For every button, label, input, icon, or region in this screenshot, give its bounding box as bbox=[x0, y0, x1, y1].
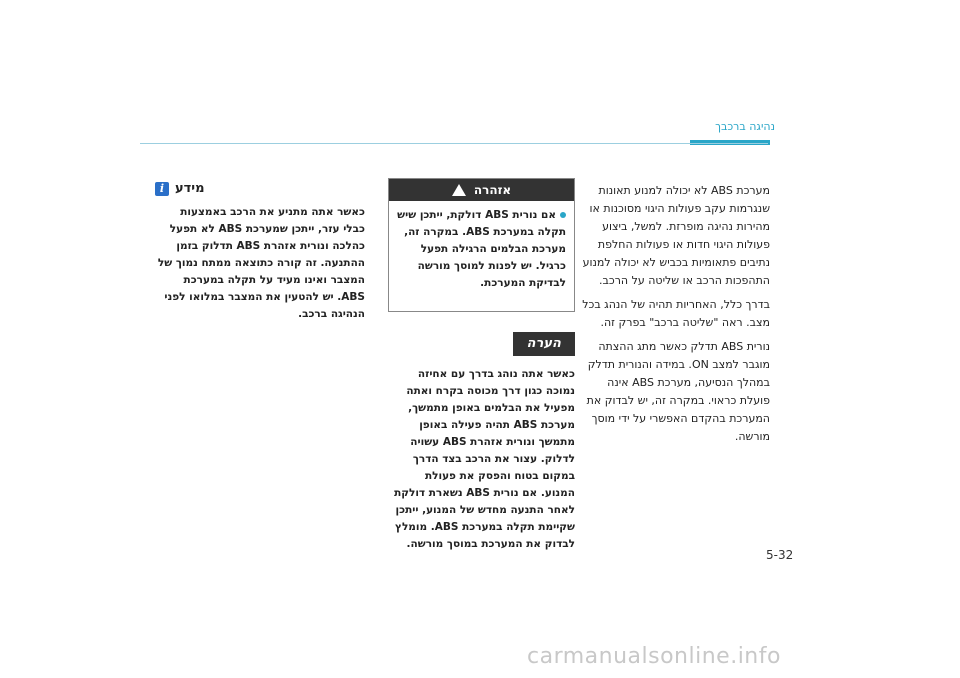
info-header bbox=[155, 180, 365, 198]
warning-title: אזהרה bbox=[473, 183, 512, 197]
info-icon: i bbox=[155, 182, 169, 196]
caution-text: כאשר אתה נוהג בדרך עם אחיזה נמוכה כגון דרך מכוסה בקרח ואתה מפעיל את הבלמים באופן מתמשך, מערכת ABS תהיה פעילה באופן מתמשך ונורית אזהרת ABS עשויה לדלוק. עצור את הרכב בצד הדרך במקום בטוח והפסק את פעולת המנוע. אם נורית ABS נשארת דולקת לאחר התנעה מחדש של המנוע, ייתכן שקיימת תקלה במערכת ABS. מומלץ לבדוק את המערכת במוסך מורשה. bbox=[394, 368, 575, 550]
info-title: מידע bbox=[175, 181, 205, 196]
paragraph: נורית ABS תדלק כאשר מתג ההצתה מוגבר למצב ON. במידה והנורית תדלק במהלך הנסיעה, מערכת ABS אינה פועלת כראוי. במקרה זה, יש לבדוק את המערכת בהקדם האפשרי על ידי מוסך מורשה. bbox=[586, 340, 770, 443]
warning-box bbox=[388, 178, 575, 312]
paragraph: מערכת ABS לא יכולה למנוע תאונות שנגרמות עקב פעולות היגוי מסוכנות או מהירות נהיגה מופרזת. למשל, ביצוע פעולות היגוי חדות או פעולות החלפת נתיבים פתאומיות בכביש לא יכולה למנוע התהפכות הרכב או שליטה על הרכב. bbox=[582, 184, 770, 287]
column-left bbox=[155, 180, 365, 323]
warning-triangle-icon bbox=[452, 184, 466, 196]
caution-label: הערה bbox=[513, 332, 575, 356]
watermark: carmanualsonline.info bbox=[527, 644, 781, 669]
warning-body bbox=[389, 201, 574, 298]
column-right bbox=[575, 182, 770, 452]
page-number: 5-32 bbox=[766, 548, 794, 562]
warning-text: אם נורית ABS דולקת, ייתכן שיש תקלה במערכת ABS. במקרה זה, מערכת הבלמים הרגילה תפעל כרגיל. יש לפנות למוסך מורשה לבדיקת המערכת. bbox=[397, 209, 566, 289]
paragraph: בדרך כלל, האחריות תהיה של הנהג בכל מצב. ראה "שליטה ברכב" בפרק זה. bbox=[582, 298, 770, 329]
info-text: כאשר אתה מתניע את הרכב באמצעות כבלי עזר, ייתכן שמערכת ABS לא תפעל כהלכה ונורית אזהרת ABS תדלוק בזמן ההתנעה. זה קורה כתוצאה ממתח נמוך של המצבר ואינו מעיד על תקלה במערכת ABS. יש להטעין את המצבר במלואו לפני הנהיגה ברכב. bbox=[157, 206, 365, 320]
warning-header bbox=[389, 179, 574, 201]
header-line bbox=[140, 143, 768, 144]
bullet-icon bbox=[560, 212, 566, 218]
column-middle bbox=[390, 178, 575, 553]
header-title: נהיגה ברכבך bbox=[715, 120, 775, 133]
